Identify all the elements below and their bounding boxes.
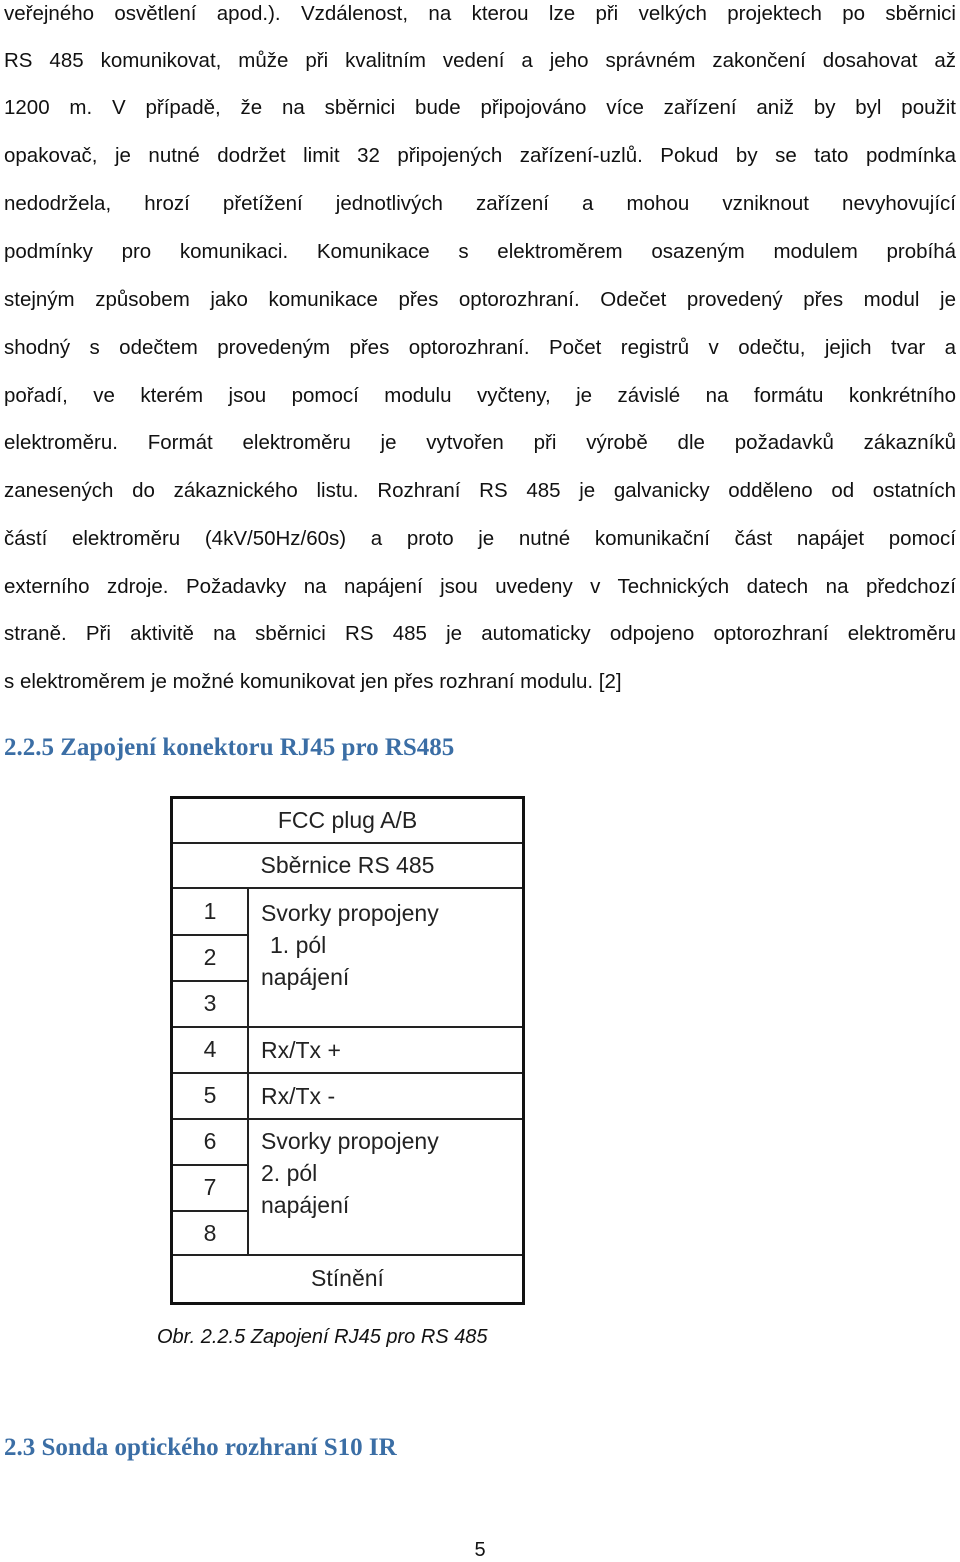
divider — [247, 887, 249, 1254]
pin-number: 8 — [203, 1220, 217, 1246]
divider — [173, 1118, 522, 1120]
paragraph-line: opakovač, je nutné dodržet limit 32 připojených zařízení-uzlů. Pokud by se tato podmínka — [4, 144, 956, 167]
paragraph-line: nedodržela, hrozí přetížení jednotlivých zařízení a mohou vzniknout nevyhovující — [4, 192, 956, 215]
divider — [173, 1210, 247, 1212]
rj45-pinout-figure — [170, 796, 525, 1305]
pin-number: 2 — [203, 944, 217, 970]
pin-number: 7 — [203, 1174, 217, 1200]
paragraph-line: RS 485 komunikovat, může při kvalitním vedení a jeho správném zakončení dosahovat až — [4, 49, 956, 72]
paragraph-line: externího zdroje. Požadavky na napájení jsou uvedeny v Technických datech na předchozí — [4, 575, 956, 598]
divider — [173, 1254, 522, 1256]
paragraph-line: stejným způsobem jako komunikace přes optorozhraní. Odečet provedený přes modul je — [4, 288, 956, 311]
pin-group-2-label: Svorky propojeny — [261, 1128, 439, 1154]
figure-header-bus: Sběrnice RS 485 — [260, 852, 435, 878]
figure-caption: Obr. 2.2.5 Zapojení RJ45 pro RS 485 — [157, 1326, 488, 1348]
pin-group-2-power: napájení — [261, 1192, 350, 1218]
pin-number: 4 — [203, 1036, 217, 1062]
pin-group-2-pole: 2. pól — [261, 1160, 318, 1186]
divider — [173, 842, 522, 844]
next-section-heading: 2.3 Sonda optického rozhraní S10 IR — [4, 1434, 397, 1461]
paragraph-line: zanesených do zákaznického listu. Rozhraní RS 485 je galvanicky odděleno od ostatních — [4, 479, 956, 502]
pin-number: 5 — [203, 1082, 217, 1108]
paragraph-line: 1200 m. V případě, že na sběrnici bude připojováno více zařízení aniž by byl použit — [4, 96, 956, 119]
paragraph-line: elektroměru. Formát elektroměru je vytvořen při výrobě dle požadavků zákazníků — [4, 431, 956, 454]
paragraph-line: veřejného osvětlení apod.). Vzdálenost, na kterou lze při velkých projektech po sběrnici — [4, 2, 956, 25]
section-heading: 2.2.5 Zapojení konektoru RJ45 pro RS485 — [4, 734, 455, 761]
paragraph-line: straně. Při aktivitě na sběrnici RS 485 je automaticky odpojeno optorozhraní elektroměru — [4, 622, 956, 645]
figure-header-fcc-plug: FCC plug A/B — [277, 807, 418, 833]
pin-5-label: Rx/Tx - — [261, 1083, 336, 1109]
paragraph-line: částí elektroměru (4kV/50Hz/60s) a proto je nutné komunikační část napájet pomocí — [4, 527, 956, 550]
pin-number: 1 — [203, 898, 217, 924]
figure-footer-shielding: Stínění — [311, 1265, 384, 1291]
pin-group-1-power: napájení — [261, 964, 350, 990]
pin-number: 3 — [203, 990, 217, 1016]
divider — [173, 1072, 522, 1074]
pin-number: 6 — [203, 1128, 217, 1154]
page-number: 5 — [474, 1539, 486, 1561]
pin-group-1-pole: 1. pól — [270, 932, 327, 958]
paragraph-line: podmínky pro komunikaci. Komunikace s elektroměrem osazeným modulem probíhá — [4, 240, 956, 263]
divider — [173, 1026, 522, 1028]
divider — [173, 934, 247, 936]
divider — [173, 980, 247, 982]
paragraph-line: shodný s odečtem provedeným přes optorozhraní. Počet registrů v odečtu, jejich tvar a — [4, 336, 956, 359]
pin-group-1-label: Svorky propojeny — [261, 900, 439, 926]
paragraph-line: pořadí, ve kterém jsou pomocí modulu vyčteny, je závislé na formátu konkrétního — [4, 384, 956, 407]
pin-4-label: Rx/Tx + — [261, 1037, 341, 1063]
paragraph-line: s elektroměrem je možné komunikovat jen přes rozhraní modulu. [2] — [4, 670, 622, 693]
divider — [173, 1164, 247, 1166]
divider — [173, 887, 522, 889]
